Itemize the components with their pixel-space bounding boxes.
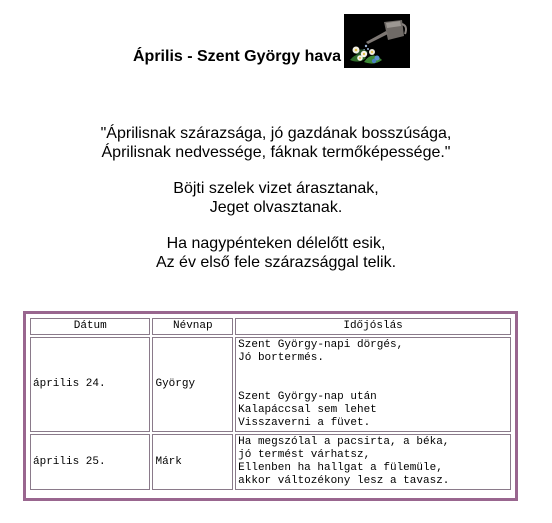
forecast-table-frame	[23, 311, 518, 501]
forecast-block	[238, 436, 508, 488]
table-header-row	[30, 318, 511, 335]
proverb-1	[0, 124, 552, 162]
cell-forecast	[235, 337, 511, 432]
forecast-line: Jó bortermés.	[238, 352, 324, 364]
table-row	[30, 337, 511, 432]
forecast-block	[238, 339, 508, 365]
proverb-line: Az év első fele szárazsággal telik.	[155, 254, 397, 271]
cell-nameday: György	[152, 337, 233, 432]
title-row	[0, 6, 552, 64]
forecast-line: Ha megszólal a pacsirta, a béka,	[238, 436, 450, 448]
table-row	[30, 434, 511, 490]
forecast-line: Kalapáccsal sem lehet	[238, 404, 377, 416]
cell-date: április 24.	[30, 337, 150, 432]
watering-can-flowers-image	[344, 14, 410, 68]
header-nameday: Névnap	[152, 318, 233, 335]
proverb-line: Áprilisnak nedvessége, fáknak termőképessége."	[101, 144, 451, 161]
proverb-line: Böjti szelek vizet árasztanak,	[173, 180, 379, 197]
proverb-line: Jeget olvasztanak.	[209, 199, 343, 216]
forecast-table	[28, 316, 513, 492]
proverb-2	[0, 179, 552, 217]
header-forecast: Időjóslás	[235, 318, 511, 335]
cell-nameday: Márk	[152, 434, 233, 490]
cell-forecast	[235, 434, 511, 490]
forecast-line: Visszaverni a füvet.	[238, 417, 371, 429]
forecast-block	[238, 391, 508, 430]
page-title: Április - Szent György hava	[133, 48, 342, 65]
proverbs-section	[0, 124, 552, 289]
forecast-line: Ellenben ha hallgat a fülemüle,	[238, 462, 443, 474]
forecast-line: akkor változékony lesz a tavasz.	[238, 475, 450, 487]
forecast-line: jó termést várhatsz,	[238, 449, 371, 461]
forecast-line: Szent György-nap után	[238, 391, 377, 403]
proverb-3	[0, 234, 552, 272]
forecast-spacer	[238, 365, 508, 378]
forecast-line: Szent György-napi dörgés,	[238, 339, 404, 351]
cell-date: április 25.	[30, 434, 150, 490]
forecast-spacer	[238, 378, 508, 391]
proverb-line: "Áprilisnak szárazsága, jó gazdának bosszúsága,	[100, 125, 452, 142]
header-date: Dátum	[30, 318, 150, 335]
proverb-line: Ha nagypénteken délelőtt esik,	[166, 235, 386, 252]
watering-can-flowers-icon	[344, 14, 410, 68]
